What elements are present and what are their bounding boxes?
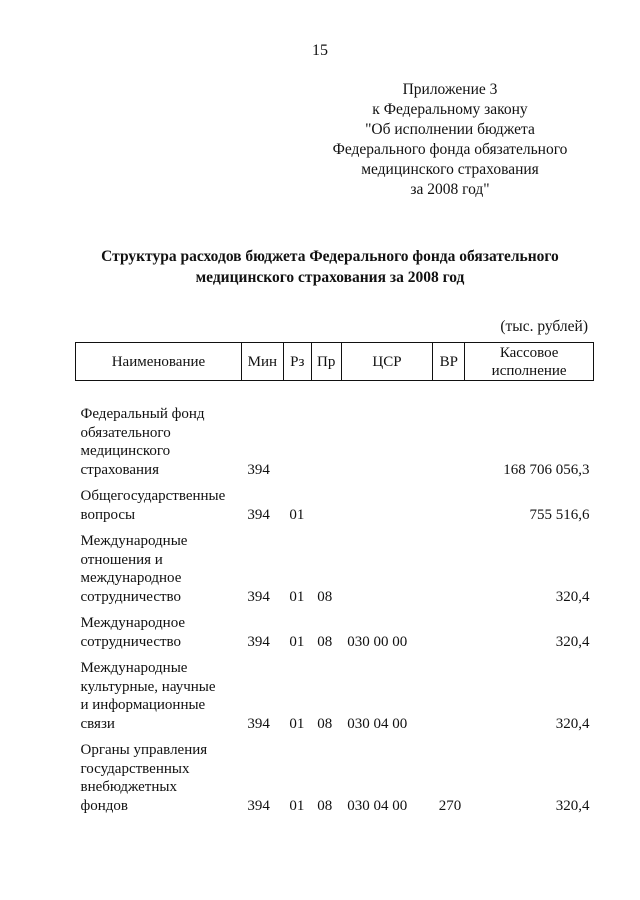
row-name-line: Федеральный фонд [80, 406, 205, 422]
appendix-line: к Федеральному закону [372, 101, 528, 118]
row-name-line: и информационные [80, 697, 206, 713]
row-name-line: внебюджетных [80, 779, 177, 795]
row-name [76, 733, 242, 815]
row-name-line: вопросы [80, 506, 136, 523]
row-vr: 270 [438, 797, 462, 814]
header-rz: Рз [283, 343, 311, 381]
appendix-line: медицинского страхования [361, 161, 539, 178]
row-amount: 320,4 [555, 588, 590, 605]
row-name-line: Международные [80, 533, 188, 549]
row-amount: 755 516,6 [529, 506, 590, 523]
row-amount: 168 706 056,3 [503, 461, 590, 478]
row-name-line: медицинского [80, 443, 171, 459]
row-name [76, 651, 242, 733]
document-title [40, 246, 620, 288]
row-pr [311, 381, 341, 480]
row-csr [341, 479, 433, 524]
table-row [76, 733, 594, 815]
appendix-line: Приложение 3 [402, 81, 498, 98]
row-rz: 01 [289, 588, 305, 605]
row-name-line: связи [80, 715, 115, 732]
row-rz: 01 [289, 633, 305, 650]
row-vr [433, 381, 465, 480]
row-csr: 030 04 00 [347, 797, 408, 814]
units-note: (тыс. рублей) [500, 318, 588, 335]
budget-table [75, 342, 594, 815]
header-pr: Пр [311, 343, 341, 381]
row-min: 394 [247, 588, 270, 605]
row-name-line: Международные [80, 660, 188, 676]
row-name-line: Международное [80, 615, 186, 631]
header-min: Мин [241, 343, 283, 381]
table-row [76, 479, 594, 524]
appendix-line: "Об исполнении бюджета [365, 121, 535, 138]
row-pr: 08 [317, 588, 333, 605]
row-min: 394 [247, 797, 270, 814]
row-name-line: международное [80, 570, 182, 586]
row-name [76, 524, 242, 606]
row-pr: 08 [317, 633, 333, 650]
row-csr [341, 381, 433, 480]
row-name [76, 479, 242, 524]
table-row [76, 606, 594, 651]
row-csr: 030 00 00 [347, 633, 408, 650]
table-row [76, 524, 594, 606]
row-name [76, 606, 242, 651]
row-amount: 320,4 [555, 633, 590, 650]
row-rz: 01 [289, 715, 305, 732]
row-name-line: отношения и [80, 551, 163, 568]
header-csr: ЦСР [341, 343, 433, 381]
row-name-line: сотрудничество [80, 588, 182, 605]
row-vr [433, 606, 465, 651]
row-name-line: обязательного [80, 424, 171, 441]
page-number: 15 [312, 42, 328, 59]
row-name-line: государственных [80, 760, 190, 777]
row-csr [341, 524, 433, 606]
row-name-line: Органы управления [80, 742, 208, 758]
table-row [76, 381, 594, 480]
row-pr: 08 [317, 797, 333, 814]
row-rz: 01 [289, 506, 305, 523]
appendix-line: Федерального фонда обязательного [332, 141, 568, 158]
document-title-line: медицинского страхования за 2008 год [195, 269, 465, 286]
row-csr: 030 04 00 [347, 715, 408, 732]
row-name-line: сотрудничество [80, 633, 182, 650]
row-name-line: Общегосударственные [80, 488, 226, 504]
row-name-line: фондов [80, 797, 128, 814]
row-name [76, 381, 242, 480]
header-name: Наименование [76, 343, 242, 381]
row-name-line: культурные, научные [80, 678, 216, 695]
row-pr [311, 479, 341, 524]
row-vr [433, 651, 465, 733]
row-amount: 320,4 [555, 797, 590, 814]
row-min: 394 [247, 715, 270, 732]
row-pr: 08 [317, 715, 333, 732]
header-execution-line: исполнение [491, 362, 567, 379]
header-execution [465, 343, 594, 381]
row-amount: 320,4 [555, 715, 590, 732]
row-rz [283, 381, 311, 480]
row-name-line: страхования [80, 461, 159, 478]
appendix-line: за 2008 год" [410, 181, 490, 198]
document-title-line: Структура расходов бюджета Федерального фонда обязательного [101, 248, 559, 265]
row-vr [433, 479, 465, 524]
appendix-block [300, 80, 600, 200]
table-row [76, 651, 594, 733]
row-rz: 01 [289, 797, 305, 814]
row-vr [433, 524, 465, 606]
header-vr: ВР [433, 343, 465, 381]
row-min: 394 [247, 506, 270, 523]
row-min: 394 [247, 633, 270, 650]
table-header-row [76, 343, 594, 381]
header-execution-line: Кассовое [499, 344, 559, 361]
row-min: 394 [247, 461, 270, 478]
